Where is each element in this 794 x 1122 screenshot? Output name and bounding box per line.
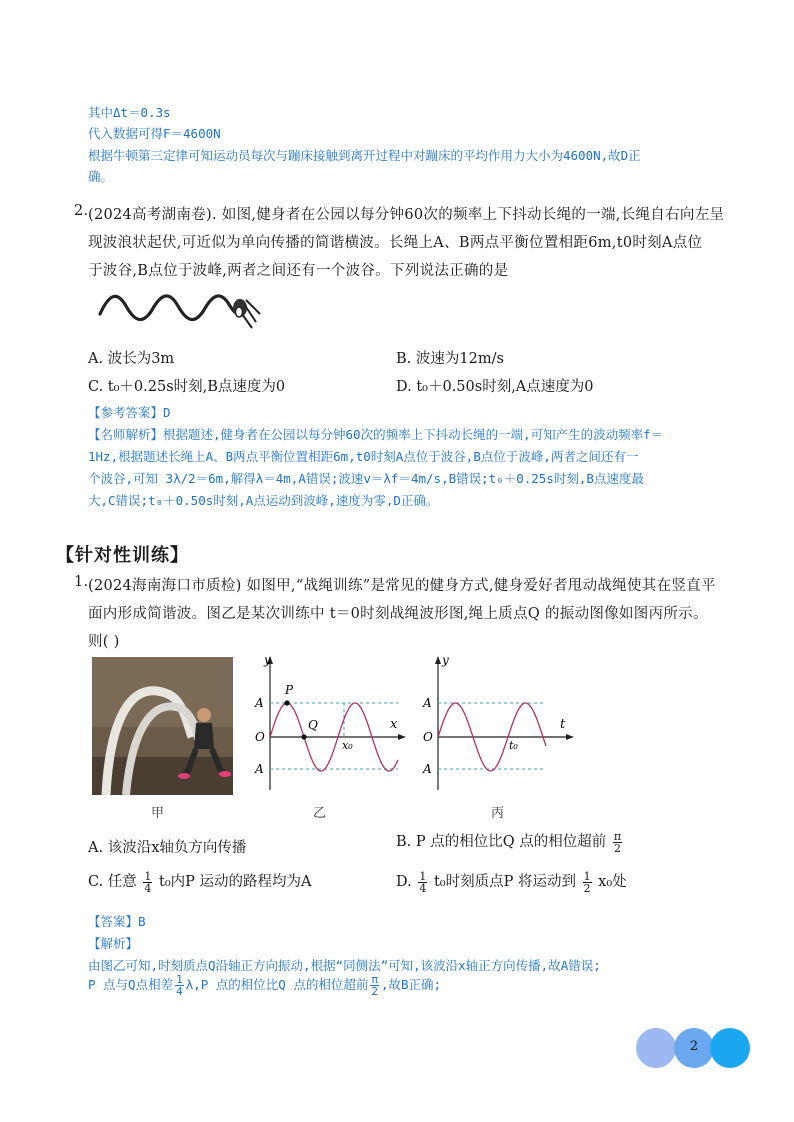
graph-bing-a-bot: A	[423, 762, 432, 776]
p1-analysis-fraction-2: $\frac{\pi}{2}$	[371, 973, 378, 998]
q2-option-b[interactable]: B. 波速为12m/s	[396, 351, 504, 367]
p1-option-b[interactable]	[396, 830, 624, 854]
q2-number: 2.	[74, 203, 89, 219]
p1-option-c[interactable]	[88, 870, 312, 894]
graph-bing-origin: O	[423, 730, 433, 744]
top-line-2: 代入数据可得F＝4600N	[88, 126, 221, 141]
p1-stem-line-1: (2024海南海口市质检) 如图甲,“战绳训练”是常见的健身方式,健身爱好者甩动战绳使其在竖直平	[88, 578, 716, 594]
p1-option-d-fraction-1: $\frac{1}{4}$	[419, 869, 427, 895]
point-q	[301, 734, 306, 739]
p1-answer: 【答案】B	[88, 914, 146, 929]
rope-wave-figure	[96, 286, 266, 334]
p1-option-d-fraction-2: $\frac{1}{2}$	[583, 869, 591, 895]
p1-analysis-line-2	[88, 974, 441, 997]
graph-yi-x0-label: x₀	[342, 739, 353, 752]
p1-option-c-pre: C. 任意	[88, 874, 137, 890]
p1-analysis-fraction-1: $\frac{1}{4}$	[176, 973, 183, 998]
footer-circle-right	[710, 1028, 750, 1068]
p1-option-c-post: t₀内P 运动的路程均为A	[159, 874, 312, 890]
p1-analysis-2-post: ,故B正确;	[380, 977, 442, 992]
q2-analysis-line-2: 1Hz,根据题述长绳上A、B两点平衡位置相距6m,t0时刻A点位于波谷,B点位于波峰,两者之间还有一	[88, 449, 639, 464]
graph-yi-q-label: Q	[308, 718, 318, 732]
p1-option-d[interactable]	[396, 870, 627, 894]
graph-bing	[418, 650, 578, 800]
graph-yi-a-top: A	[255, 696, 264, 710]
p1-option-b-fraction: $\frac{\pi}{2}$	[613, 829, 622, 855]
p1-stem-line-2: 面内形成简谐波。图乙是某次训练中 t＝0时刻战绳波形图,绳上质点Q 的振动图像如图丙所示。	[88, 606, 708, 622]
graph-yi-x-label: x	[390, 717, 398, 732]
p1-analysis-2-mid: λ,P 点的相位比Q 点的相位超前	[185, 977, 369, 992]
p1-option-a[interactable]: A. 该波沿x轴负方向传播	[88, 840, 247, 856]
point-p	[284, 700, 289, 705]
p1-option-c-fraction: $\frac{1}{4}$	[144, 869, 152, 895]
q2-option-d[interactable]: D. t₀＋0.50s时刻,A点速度为0	[396, 379, 594, 395]
graph-bing-t0-label: t₀	[509, 739, 518, 752]
graph-bing-a-top: A	[423, 696, 432, 710]
q2-analysis-line-1: 【名师解析】根据题述,健身者在公园以每分钟60次的频率上下抖动长绳的一端,可知产生的波动频率f＝	[88, 427, 664, 442]
q2-option-a[interactable]: A. 波长为3m	[88, 351, 175, 367]
q2-analysis-line-4: 大,C错误;t₀＋0.50s时刻,A点运动到波峰,速度为零,D正确。	[88, 493, 439, 508]
footer-circle-left	[636, 1028, 676, 1068]
battle-rope-photo	[92, 657, 233, 795]
p1-analysis-label: 【解析】	[88, 936, 139, 951]
q2-stem-line-2: 现波浪状起伏,可近似为单向传播的简谐横波。长绳上A、B两点平衡位置相距6m,t0时刻A点位	[88, 235, 703, 251]
section-title: 【针对性训练】	[56, 545, 189, 566]
top-line-1: 其中Δt＝0.3s	[88, 105, 171, 120]
top-line-3: 根据牛顿第三定律可知运动员每次与蹦床接触到离开过程中对蹦床的平均作用力大小为4600N,故D正	[88, 148, 641, 163]
p1-option-d-post: x₀处	[598, 874, 627, 890]
caption-jia: 甲	[151, 806, 165, 821]
graph-yi-p-label: P	[285, 683, 294, 697]
caption-bing: 丙	[491, 806, 505, 821]
p1-analysis-2-pre: P 点与Q点相差	[88, 977, 174, 992]
p1-analysis-line-1: 由图乙可知,时刻质点Q沿轴正方向振动,根据“同侧法”可知,该波沿x轴正方向传播,故A错误;	[88, 958, 601, 973]
p1-stem-line-3: 则( )	[88, 634, 120, 650]
p1-option-b-text: B. P 点的相位比Q 点的相位超前	[396, 834, 607, 850]
q2-stem-line-1: (2024高考湖南卷). 如图,健身者在公园以每分钟60次的频率上下抖动长绳的一端,长绳自右向左呈	[88, 207, 725, 223]
graph-yi-a-bot: A	[255, 762, 264, 776]
hand-icon	[233, 299, 260, 328]
graph-bing-y-label: y	[442, 653, 449, 667]
graph-yi-origin: O	[255, 730, 265, 744]
graph-bing-t-label: t	[560, 717, 566, 732]
q2-answer: 【参考答案】D	[88, 405, 171, 420]
p1-option-d-pre: D.	[396, 874, 412, 890]
q2-option-c[interactable]: C. t₀＋0.25s时刻,B点速度为0	[88, 379, 286, 395]
p1-option-d-mid: t₀时刻质点P 将运动到	[433, 874, 576, 890]
q2-analysis-line-3: 个波谷,可知 3λ/2＝6m,解得λ＝4m,A错误;波速v＝λf＝4m/s,B错误;t₀＋0.25s时刻,B点速度最	[88, 471, 644, 486]
graph-yi-y-label: y	[264, 653, 271, 667]
rope-wave-curve	[100, 296, 238, 320]
graph-yi	[250, 650, 410, 800]
q2-stem-line-3: 于波谷,B点位于波峰,两者之间还有一个波谷。下列说法正确的是	[88, 263, 509, 279]
top-line-4: 确。	[88, 169, 114, 184]
p1-number: 1.	[74, 574, 89, 590]
caption-yi: 乙	[313, 806, 327, 821]
page-number: 2	[689, 1039, 699, 1054]
